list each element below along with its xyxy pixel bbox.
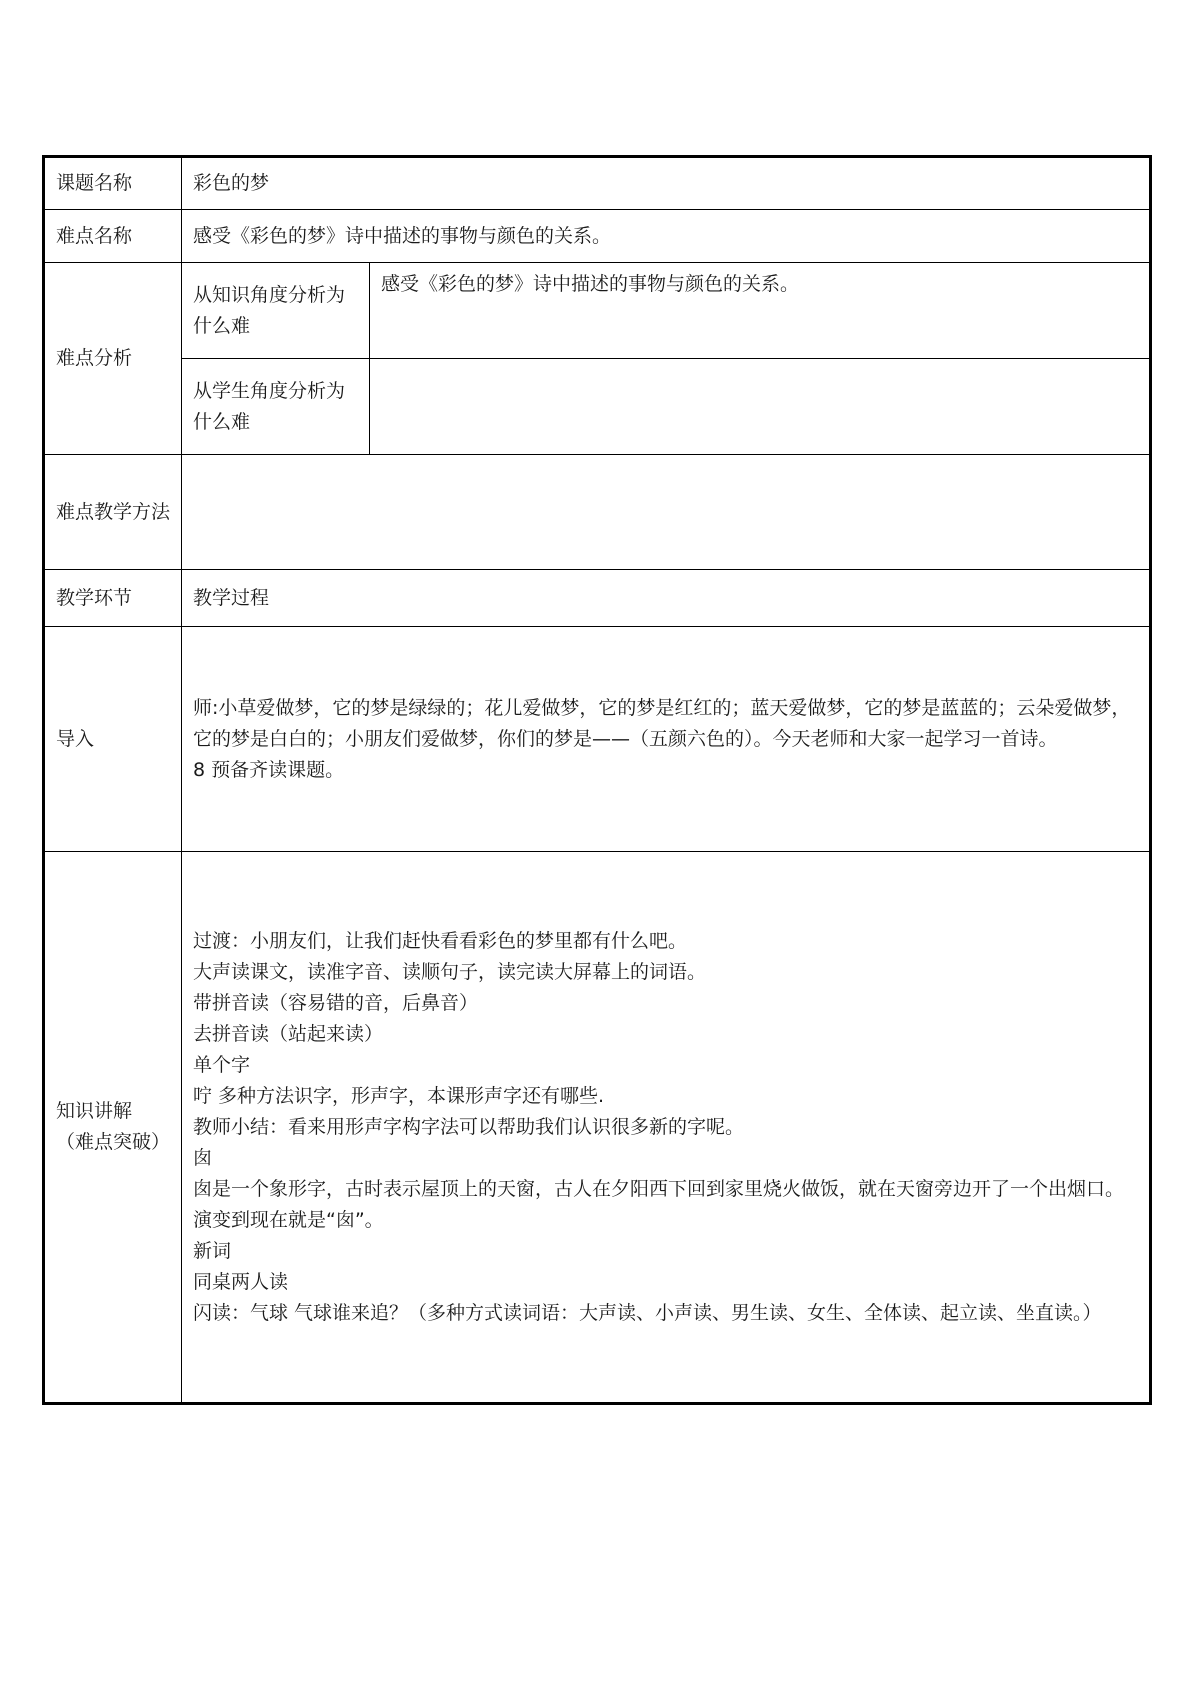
row-analysis-student (44, 359, 1151, 455)
row-title (44, 157, 1151, 210)
analysis-label: 难点分析 (44, 263, 182, 455)
row-intro (44, 627, 1151, 852)
intro-line-2: 8 预备齐读课题。 (193, 758, 345, 781)
knowledge-label-main: 知识讲解 (56, 1100, 133, 1122)
knowledge-angle-label: 从知识角度分析为什么难 (182, 263, 370, 359)
lesson-plan-table (42, 155, 1152, 1405)
knowledge-content (182, 852, 1151, 1404)
knowledge-angle-value: 感受《彩色的梦》诗中描述的事物与颜色的关系。 (370, 263, 1151, 359)
knowledge-line: 单个字 (193, 1053, 251, 1076)
title-label: 课题名称 (44, 157, 182, 210)
knowledge-label-sub: （难点突破） (56, 1131, 171, 1153)
method-value (182, 455, 1151, 570)
row-difficulty-name (44, 210, 1151, 263)
intro-content (182, 627, 1151, 852)
student-angle-value (370, 359, 1151, 455)
row-knowledge (44, 852, 1151, 1404)
knowledge-line: 咛 多种方法识字，形声字，本课形声字还有哪些. (193, 1084, 605, 1107)
method-label: 难点教学方法 (44, 455, 182, 570)
process-header-label: 教学环节 (44, 570, 182, 627)
title-value: 彩色的梦 (182, 157, 1151, 210)
knowledge-line: 大声读课文，读准字音、读顺句子，读完读大屏幕上的词语。 (193, 960, 707, 983)
knowledge-line: 囱 (193, 1146, 213, 1169)
student-angle-label: 从学生角度分析为什么难 (182, 359, 370, 455)
row-process-header (44, 570, 1151, 627)
difficulty-name-value: 感受《彩色的梦》诗中描述的事物与颜色的关系。 (182, 210, 1151, 263)
difficulty-name-label: 难点名称 (44, 210, 182, 263)
intro-label: 导入 (44, 627, 182, 852)
process-header-value: 教学过程 (182, 570, 1151, 627)
intro-line-1: 师:小草爱做梦，它的梦是绿绿的；花儿爱做梦，它的梦是红红的；蓝天爱做梦，它的梦是蓝蓝的；云朵爱做梦，它的梦是白白的；小朋友们爱做梦，你们的梦是——（五颜六色的）。今天老师和大家一起学习一首诗。 (193, 696, 1131, 750)
knowledge-label (44, 852, 182, 1404)
knowledge-line: 去拼音读（站起来读） (193, 1022, 384, 1045)
knowledge-line: 带拼音读（容易错的音，后鼻音） (193, 991, 479, 1014)
row-method (44, 455, 1151, 570)
row-analysis-knowledge (44, 263, 1151, 359)
knowledge-line: 过渡：小朋友们，让我们赶快看看彩色的梦里都有什么吧。 (193, 929, 688, 952)
knowledge-line: 教师小结：看来用形声字构字法可以帮助我们认识很多新的字呢。 (193, 1115, 745, 1138)
knowledge-line: 新词 (193, 1239, 232, 1262)
knowledge-line: 闪读：气球 气球谁来追？（多种方式读词语：大声读、小声读、男生读、女生、全体读、起立读、坐直读。） (193, 1301, 1102, 1324)
knowledge-line: 囱是一个象形字，古时表示屋顶上的天窗，古人在夕阳西下回到家里烧火做饭，就在天窗旁边开了一个出烟口。演变到现在就是“囱”。 (193, 1177, 1125, 1231)
knowledge-line: 同桌两人读 (193, 1270, 289, 1293)
